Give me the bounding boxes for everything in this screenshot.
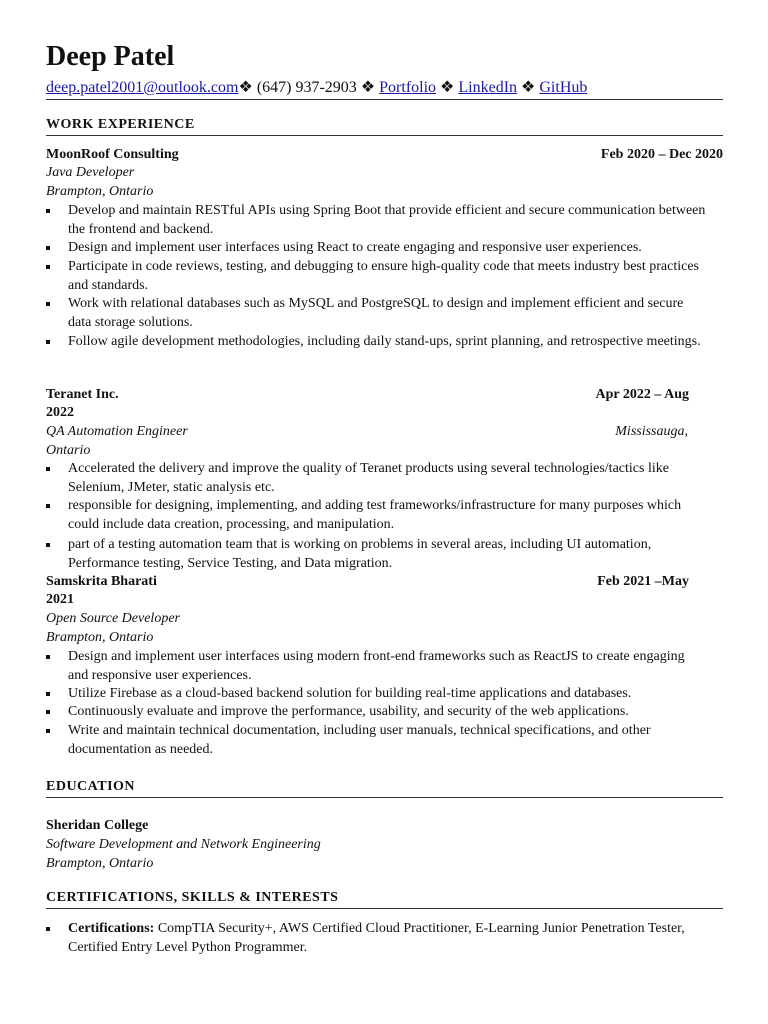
contact-line: [46, 78, 587, 98]
job-company: MoonRoof Consulting: [46, 147, 179, 162]
bullet-icon: [46, 209, 50, 213]
job-location-continued: Ontario: [46, 443, 91, 458]
list-item: part of a testing automation team that is working on problems in several areas, including UI automation, Performance testing, Service Testing, and Data migration.: [46, 536, 706, 573]
section-title-education: EDUCATION: [46, 779, 136, 794]
job-role: Java Developer: [46, 165, 135, 180]
job-dates: Feb 2020 – Dec 2020: [600, 147, 723, 162]
list-item: Write and maintain technical documentation, including user manuals, technical specifications, and other documentation as needed.: [46, 722, 706, 759]
job-dates: Apr 2022 – Aug: [595, 387, 689, 402]
section-title-certifications: CERTIFICATIONS, SKILLS & INTERESTS: [46, 890, 339, 905]
certifications-label: Certifications:: [68, 921, 155, 936]
bullet-icon: [46, 655, 50, 659]
list-item: [46, 920, 706, 957]
list-item: Participate in code reviews, testing, and debugging to ensure high-quality code that meets industry best practices and standards.: [46, 258, 706, 295]
bullet-icon: [46, 246, 50, 250]
bullet-icon: [46, 340, 50, 344]
school-location: Brampton, Ontario: [46, 856, 154, 871]
job-location: Brampton, Ontario: [46, 184, 154, 199]
bullet-icon: [46, 467, 50, 471]
list-item: Follow agile development methodologies, including daily stand-ups, sprint planning, and retrospective meetings.: [46, 333, 706, 352]
separator-icon: ❖: [521, 79, 536, 96]
bullet-icon: [46, 729, 50, 733]
list-item: Utilize Firebase as a cloud-based backend solution for building real-time applications and databases.: [46, 685, 706, 704]
list-item: Accelerated the delivery and improve the quality of Teranet products using several technologies/tactics like Selenium, JMeter, static analysis etc.: [46, 460, 706, 497]
job-dates-continued: 2022: [46, 405, 74, 420]
school-name: Sheridan College: [46, 818, 149, 833]
list-item: Design and implement user interfaces using React to create engaging and responsive user experiences.: [46, 239, 706, 258]
job-role: QA Automation Engineer: [46, 424, 188, 439]
separator-icon: ❖: [360, 79, 376, 96]
list-item: Work with relational databases such as MySQL and PostgreSQL to design and implement efficient and secure data storage solutions.: [46, 295, 706, 332]
list-item: responsible for designing, implementing, and adding test frameworks/infrastructure for many purposes which could include data creation, processing, and manipulation.: [46, 497, 706, 534]
linkedin-link[interactable]: LinkedIn: [458, 79, 518, 96]
separator-icon: ❖: [440, 79, 455, 96]
divider: [46, 99, 723, 100]
bullet-icon: [46, 927, 50, 931]
job-dates-continued: 2021: [46, 592, 74, 607]
bullet-icon: [46, 302, 50, 306]
job-dates: Feb 2021 –May: [597, 574, 689, 589]
bullet-icon: [46, 710, 50, 714]
bullet-icon: [46, 692, 50, 696]
job-company: Teranet Inc.: [46, 387, 119, 402]
job-location: Brampton, Ontario: [46, 630, 154, 645]
list-item: Design and implement user interfaces using modern front-end frameworks such as ReactJS to create engaging and responsive user experiences.: [46, 648, 706, 685]
bullet-icon: [46, 543, 50, 547]
section-title-work: WORK EXPERIENCE: [46, 117, 195, 132]
bullet-icon: [46, 504, 50, 508]
job-role: Open Source Developer: [46, 611, 180, 626]
separator-icon: ❖: [238, 79, 253, 96]
job-company: Samskrita Bharati: [46, 574, 157, 589]
divider: [46, 797, 723, 798]
email-link[interactable]: deep.patel2001@outlook.com: [46, 79, 239, 96]
job-location: Mississauga,: [615, 424, 688, 439]
list-item: Develop and maintain RESTful APIs using Spring Boot that provide efficient and secure communication between the frontend and backend.: [46, 202, 706, 239]
phone-number: (647) 937-2903: [256, 79, 357, 96]
candidate-name: Deep Patel: [46, 41, 175, 72]
divider: [46, 908, 723, 909]
github-link[interactable]: GitHub: [539, 79, 588, 96]
program-name: Software Development and Network Engineering: [46, 837, 321, 852]
certifications-text-continued: Certified Entry Level Python Programmer.: [68, 939, 308, 955]
list-item: Continuously evaluate and improve the performance, usability, and security of the web applications.: [46, 703, 706, 722]
certifications-text: CompTIA Security+, AWS Certified Cloud Practitioner, E-Learning Junior Penetration Tester,: [154, 921, 685, 936]
bullet-icon: [46, 265, 50, 269]
portfolio-link[interactable]: Portfolio: [379, 79, 437, 96]
divider: [46, 135, 723, 136]
